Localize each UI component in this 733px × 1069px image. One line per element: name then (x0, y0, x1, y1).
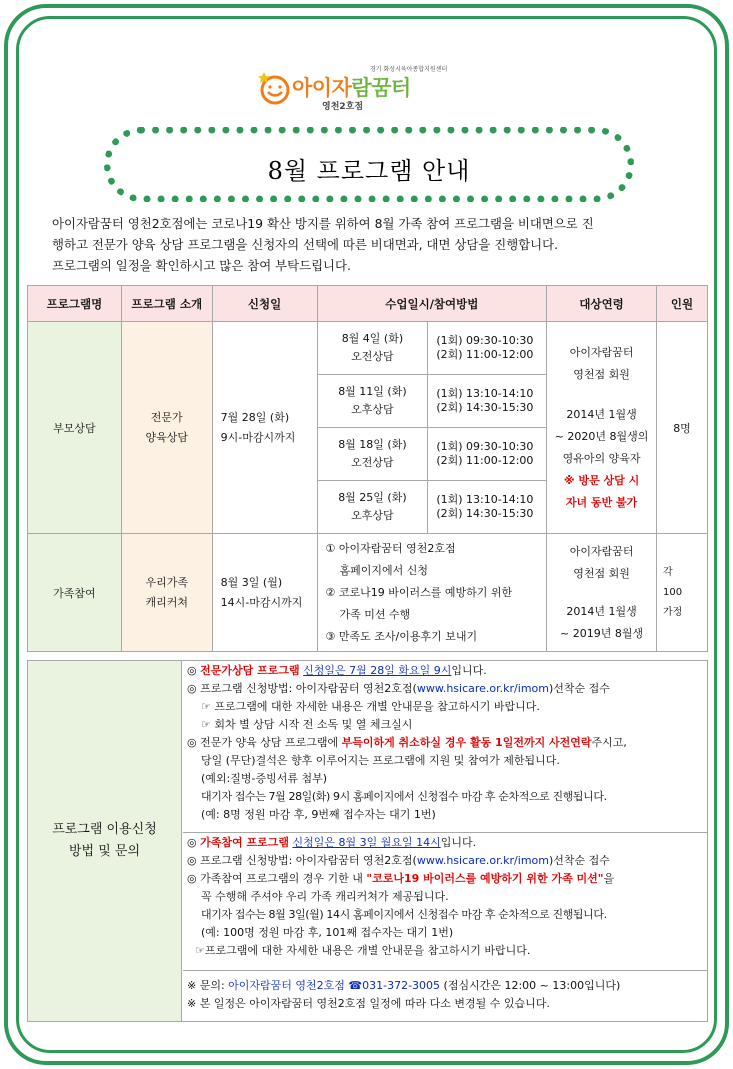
session-times (428, 322, 547, 375)
family-apply-date (212, 534, 317, 652)
logo-organization: 경기 화성시육아종합지원센터 (370, 66, 448, 73)
parent-target-age (547, 322, 657, 534)
header-target-age: 대상연령 (547, 286, 657, 322)
visit-warning: 자녀 동반 불가 (565, 495, 638, 509)
intro-paragraph (52, 213, 702, 276)
age-text: 아이자람꿈터 (569, 544, 634, 558)
step-text: ② 코로나19 바이러스를 예방하기 위한 (325, 585, 513, 599)
session-time-1: (1회) 13:10-14:10 (436, 493, 534, 506)
family-capacity (657, 534, 708, 652)
intro-text: 양육상담 (145, 430, 188, 444)
family-program-name: 가족참여 (28, 534, 122, 652)
family-program-intro (121, 534, 212, 652)
application-info-box (27, 660, 708, 1022)
info-line: 당일 (무단)결석은 향후 이루어지는 프로그램에 지원 및 참여가 제한됩니다. (201, 754, 560, 767)
apply-time-text: 14시-마감시까지 (220, 595, 303, 609)
step-text: ① 아이자람꿈터 영천2호점 (325, 541, 456, 555)
homepage-link[interactable]: www.hsicare.or.kr/imom (416, 682, 549, 695)
session-date-text: 8월 18일 (화) (338, 438, 407, 451)
age-text: 영천점 회원 (573, 566, 630, 580)
info-line: 대기자 접수는 8월 3일(월) 14시 홈페이지에서 신청접수 마감 후 순차적으로 진행됩니다. (201, 908, 607, 921)
application-info-label (28, 661, 182, 1021)
age-text: ~ 2019년 8월생 (560, 626, 644, 640)
header-program-name: 프로그램명 (28, 286, 122, 322)
info-line: ※ 본 일정은 아이자람꿈터 영천2호점 일정에 따라 다소 변경될 수 있습니다. (187, 997, 550, 1010)
family-program-info: ◎ 가족참여 프로그램 신청일은 8월 3일 월요일 14시입니다. ◎ 프로그램 신청방법: 아이자람꿈터 영천2호점(www.hsicare.or.kr/imom)선착순 접수 ◎ 가족참여 프로그램의 경우 기한 내 "코로나19 바이러스를 예방하기 위한 가족 미션"을 꼭 수행해 주셔야 우리 가족 캐리커쳐가 제공됩니다. 대기자 접수는 8월 3일(월) 14시 홈페이지에서 신청접수 마감 후 순차적으로 진행됩니다. (예: 100명 정원 마감 후, 101째 접수자는 대기 1번) ☞프로그램에 대한 자세한 내용은 개별 안내문을 참고하시기 바랍니다. (183, 833, 708, 971)
header-class-time: 수업일시/참여방법 (317, 286, 547, 322)
intro-line: 프로그램의 일정을 확인하시고 많은 참여 부탁드립니다. (52, 258, 351, 273)
parent-apply-date (212, 322, 317, 534)
session-date-text: 8월 4일 (화) (341, 332, 404, 345)
header-apply-date: 신청일 (212, 286, 317, 322)
session-times (428, 481, 547, 534)
session-date-text: 8월 11일 (화) (338, 385, 407, 398)
age-text: 아이자람꿈터 (569, 345, 634, 359)
session-time-2: (2회) 14:30-15:30 (436, 507, 534, 520)
parent-program-intro (121, 322, 212, 534)
session-date (317, 428, 428, 481)
parent-capacity: 8명 (657, 322, 708, 534)
program-schedule-table (27, 285, 708, 652)
expert-consult-info: ◎ 전문가상담 프로그램 신청일은 7월 28일 화요일 9시입니다. ◎ 프로그램 신청방법: 아이자람꿈터 영천2호점(www.hsicare.or.kr/imom)선착순 접수 ☞ 프로그램에 대한 자세한 내용은 개별 안내문을 참고하시기 바랍니다. ☞ 회차 별 상담 시작 전 소독 및 열 체크실시 ◎ 전문가 양육 상담 프로그램에 부득이하게 취소하실 경우 활동 1일전까지 사전연락주시고, 당일 (무단)결석은 향후 이루어지는 프로그램에 지원 및 참여가 제한됩니다. (예외:질병-증빙서류 첨부) 대기자 접수는 7월 28일(화) 9시 홈페이지에서 신청접수 마감 후 순차적으로 진행됩니다. (예: 8명 정원 마감 후, 9번째 접수자는 대기 1번) (183, 661, 708, 833)
family-steps (317, 534, 547, 652)
age-text: 2014년 1월생 (566, 407, 637, 421)
age-text: 영유아의 양육자 (562, 451, 641, 465)
intro-text: 캐리커쳐 (145, 595, 188, 609)
logo (258, 60, 468, 118)
session-time-1: (1회) 13:10-14:10 (436, 387, 534, 400)
session-time-1: (1회) 09:30-10:30 (436, 334, 534, 347)
info-line: 대기자 접수는 7월 28일(화) 9시 홈페이지에서 신청접수 마감 후 순차적으로 진행됩니다. (201, 790, 607, 803)
info-line: (예외:질병-증빙서류 첨부) (201, 772, 328, 785)
table-header-row (28, 286, 708, 322)
info-line: (예: 100명 정원 마감 후, 101째 접수자는 대기 1번) (201, 926, 454, 939)
step-text: 홈페이지에서 신청 (339, 563, 429, 577)
info-line: ☞프로그램에 대한 자세한 내용은 개별 안내문을 참고하시기 바랍니다. (195, 944, 531, 957)
age-text: 영천점 회원 (573, 367, 630, 381)
info-line: ☞ 회차 별 상담 시작 전 소독 및 열 체크실시 (201, 718, 413, 731)
family-target-age (547, 534, 657, 652)
parent-program-name: 부모상담 (28, 322, 122, 534)
session-type-text: 오후상담 (351, 509, 394, 522)
contact-phone[interactable]: 아이자람꿈터 영천2호점 ☎031-372-3005 (228, 979, 441, 992)
header-program-intro: 프로그램 소개 (121, 286, 212, 322)
session-type-text: 오전상담 (351, 350, 394, 363)
table-row (28, 322, 708, 375)
age-text: 2014년 1월생 (566, 604, 637, 618)
header-capacity: 인원 (657, 286, 708, 322)
session-date (317, 375, 428, 428)
label-text: 방법 및 문의 (68, 844, 141, 859)
apply-time-text: 9시-마감시까지 (220, 430, 296, 444)
session-type-text: 오전상담 (351, 456, 394, 469)
info-line: ☞ 프로그램에 대한 자세한 내용은 개별 안내문을 참고하시기 바랍니다. (201, 700, 540, 713)
session-date (317, 481, 428, 534)
session-date (317, 322, 428, 375)
apply-date-text: 8월 3일 (월) (220, 575, 283, 589)
visit-warning: ※ 방문 상담 시 (563, 473, 640, 487)
label-text: 프로그램 이용신청 (52, 822, 157, 837)
intro-text: 우리가족 (145, 575, 188, 589)
homepage-link[interactable]: www.hsicare.or.kr/imom (416, 854, 549, 867)
logo-branch: 영천2호점 (322, 102, 364, 112)
session-time-2: (2회) 11:00-12:00 (436, 454, 534, 467)
intro-line: 행하고 전문가 양육 상담 프로그램을 신청자의 선택에 따른 비대면과, 대면 상담을 진행합니다. (52, 237, 559, 252)
session-time-1: (1회) 09:30-10:30 (436, 440, 534, 453)
step-text: ③ 만족도 조사/이용후기 보내기 (325, 629, 478, 643)
capacity-text: 각 (663, 566, 673, 578)
apply-date-text: 7월 28일 (화) (220, 410, 290, 424)
age-text: ~ 2020년 8월생의 (554, 429, 649, 443)
logo-wordmark: 아이자람꿈터 (292, 76, 411, 100)
intro-line: 아이자람꿈터 영천2호점에는 코로나19 확산 방지를 위하여 8월 가족 참여 프로그램을 비대면으로 진 (52, 216, 594, 231)
session-time-2: (2회) 11:00-12:00 (436, 348, 534, 361)
info-line: 꼭 수행해 주셔야 우리 가족 캐리커쳐가 제공됩니다. (201, 890, 449, 903)
step-text: 가족 미션 수행 (339, 607, 411, 621)
session-times (428, 428, 547, 481)
page-title: 8월 프로그램 안내 (267, 157, 471, 185)
intro-text: 전문가 (150, 410, 183, 424)
session-type-text: 오후상담 (351, 403, 394, 416)
session-times (428, 375, 547, 428)
child-face-icon (258, 70, 292, 106)
capacity-text: 가정 (663, 606, 683, 618)
contact-info: ※ 문의: 아이자람꿈터 영천2호점 ☎031-372-3005 (점심시간은 12:00 ~ 13:00입니다) ※ 본 일정은 아이자람꿈터 영천2호점 일정에 따라 다소 변경될 수 있습니다. (183, 971, 708, 1021)
title-banner (104, 127, 634, 202)
session-time-2: (2회) 14:30-15:30 (436, 401, 534, 414)
capacity-text: 100 (663, 586, 683, 598)
info-line: (예: 8명 정원 마감 후, 9번째 접수자는 대기 1번) (201, 808, 436, 821)
session-date-text: 8월 25일 (화) (338, 491, 407, 504)
table-row (28, 534, 708, 652)
